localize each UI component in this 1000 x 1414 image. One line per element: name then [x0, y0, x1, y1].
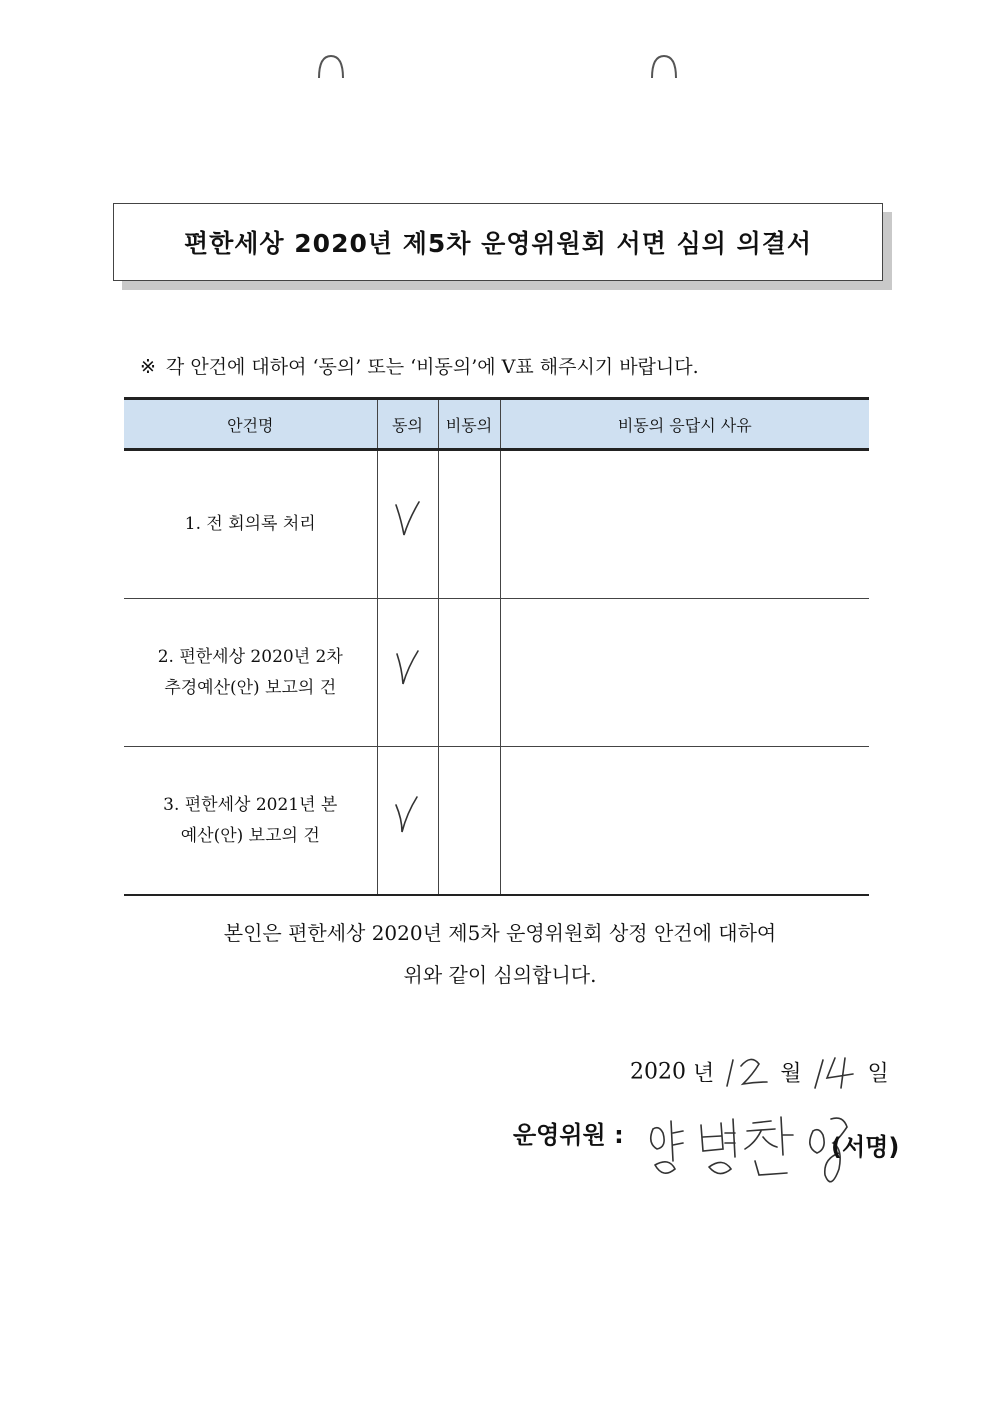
agree-cell[interactable] [377, 747, 438, 896]
agenda-item-line2: 추경예산(안) 보고의 건 [164, 677, 337, 698]
table-row [124, 450, 869, 599]
date-year-unit: 년 [693, 1061, 715, 1087]
header-agree: 동의 [377, 399, 438, 450]
signature-suffix: (서명) [831, 1133, 900, 1161]
punch-hole-left [316, 52, 346, 82]
agenda-table [124, 397, 869, 896]
table-row [124, 747, 869, 896]
date-month-unit: 월 [780, 1061, 802, 1087]
statement-line1: 본인은 편한세상 2020년 제5차 운영위원회 상정 안건에 대하여 [223, 921, 777, 945]
agree-cell[interactable] [377, 450, 438, 599]
reason-cell[interactable] [500, 747, 869, 896]
instruction-text: 각 안건에 대하여 ‘동의’ 또는 ‘비동의’에 V표 해주시기 바랍니다. [165, 356, 699, 378]
check-mark-icon [393, 795, 423, 835]
agenda-item-line2: 예산(안) 보고의 건 [180, 825, 320, 846]
disagree-cell[interactable] [438, 450, 500, 599]
agenda-item-line1: 3. 편한세상 2021년 본 [163, 794, 338, 815]
reason-cell[interactable] [500, 450, 869, 599]
check-mark-icon [393, 647, 423, 687]
date-day-unit: 일 [867, 1061, 889, 1087]
document-title: 편한세상 2020년 제5차 운영위원회 서면 심의 의결서 [183, 229, 813, 258]
agenda-item-line1: 1. 전 회의록 처리 [184, 514, 316, 535]
disagree-cell[interactable] [438, 747, 500, 896]
signer-line [513, 1115, 900, 1175]
date-line [630, 1052, 889, 1100]
agenda-item-cell [124, 599, 377, 747]
header-reason: 비동의 응답시 사유 [500, 399, 869, 450]
handwritten-day [809, 1052, 861, 1092]
check-mark-icon [393, 499, 423, 539]
table-row [124, 599, 869, 747]
table-header-row [124, 399, 869, 450]
agenda-item-cell [124, 450, 377, 599]
title-box [113, 203, 883, 281]
instruction-line [140, 352, 840, 379]
punch-hole-right [649, 52, 679, 82]
disagree-cell[interactable] [438, 599, 500, 747]
header-disagree: 비동의 [438, 399, 500, 450]
agenda-item-line1: 2. 편한세상 2020년 2차 [157, 646, 343, 667]
signer-label: 운영위원 : [513, 1121, 624, 1149]
agenda-item-cell [124, 747, 377, 896]
reason-cell[interactable] [500, 599, 869, 747]
date-year: 2020 [630, 1059, 686, 1085]
header-agenda-name: 안건명 [124, 399, 377, 450]
reference-mark: ※ [140, 356, 156, 378]
statement-line2: 위와 같이 심의합니다. [403, 963, 597, 987]
handwritten-month [721, 1052, 773, 1092]
agree-cell[interactable] [377, 599, 438, 747]
statement [100, 912, 900, 996]
